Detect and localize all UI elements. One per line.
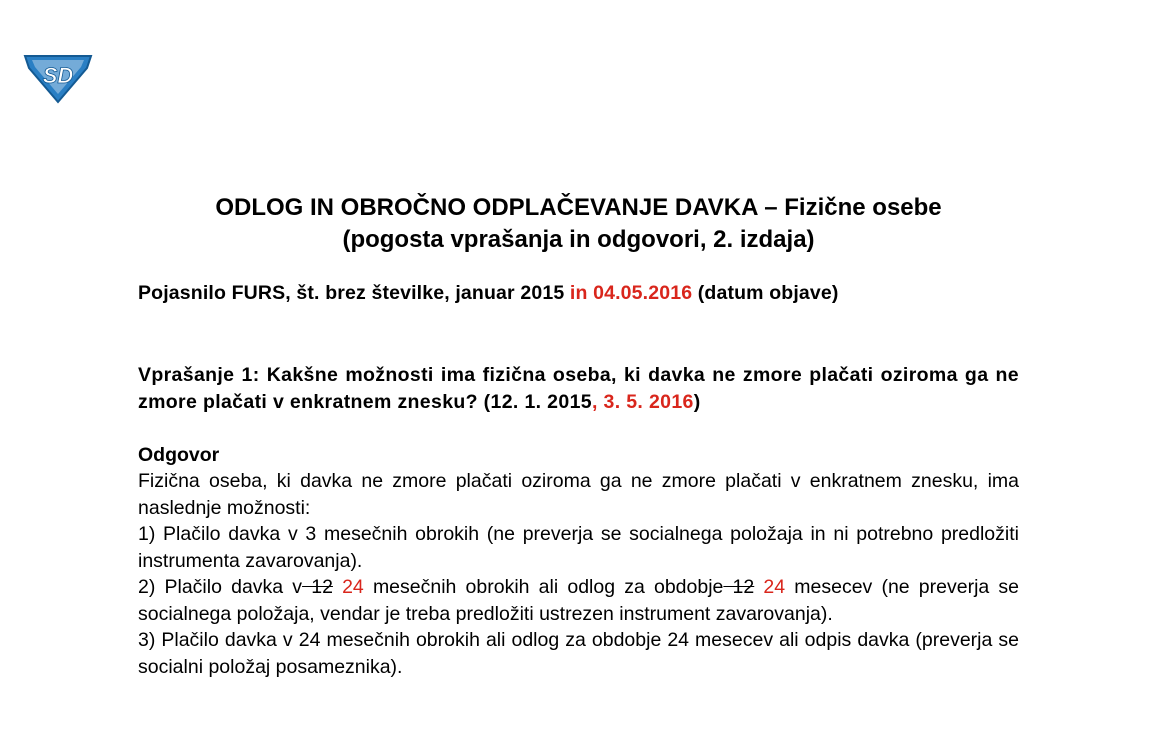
option-2-text-b: mesečnih obrokih ali odlog za obdobje: [363, 576, 724, 598]
question-update-date: , 3. 5. 2016: [591, 391, 694, 413]
option-3: 3) Plačilo davka v 24 mesečnih obrokih ali odlog za obdobje 24 mesecev ali odpis davka (preverja se socialni položaj posameznika).: [138, 629, 1019, 678]
answer-intro: Fizična oseba, ki davka ne zmore plačati oziroma ga ne zmore plačati v enkratnem znesku, ima naslednje možnosti:: [138, 470, 1019, 519]
title-line-2: (pogosta vprašanja in odgovori, 2. izdaja): [342, 226, 815, 253]
logo-text: SD: [42, 63, 74, 88]
option-2-strike-a: 12: [302, 576, 333, 598]
answer-heading: Odgovor: [138, 444, 220, 466]
document-title: [0, 192, 1157, 256]
question-text: Vprašanje 1: Kakšne možnosti ima fizična oseba, ki davka ne zmore plačati oziroma ga ne zmore plačati v enkratnem znesku? (12. 1. 2015: [138, 364, 1019, 413]
sd-logo-icon: [22, 50, 94, 104]
source-note-text: Pojasnilo FURS, št. brez številke, januar 2015: [138, 282, 570, 304]
answer-body: [138, 468, 1019, 680]
option-2-red-a: 24: [332, 576, 364, 598]
option-2-strike-b: 12: [723, 576, 755, 598]
option-2-red-b: 24: [754, 576, 786, 598]
source-note-suffix: (datum objave): [692, 282, 839, 304]
source-note-update: in 04.05.2016: [569, 282, 693, 304]
option-2: [138, 574, 1019, 627]
option-1: 1) Plačilo davka v 3 mesečnih obrokih (ne preverja se socialnega položaja in ni potrebno predložiti instrumenta zavarovanja).: [138, 523, 1019, 572]
question-close: ): [693, 391, 701, 413]
question-1: [138, 362, 1019, 416]
option-2-text-c: mesecev (ne preverja se socialnega položaja, vendar je treba predložiti ustrezen instrument zavarovanja).: [138, 576, 1020, 625]
option-2-text-a: 2) Plačilo davka v: [138, 576, 303, 598]
source-note: [138, 282, 839, 305]
title-line-1: ODLOG IN OBROČNO ODPLAČEVANJE DAVKA – Fizične osebe: [215, 194, 942, 221]
